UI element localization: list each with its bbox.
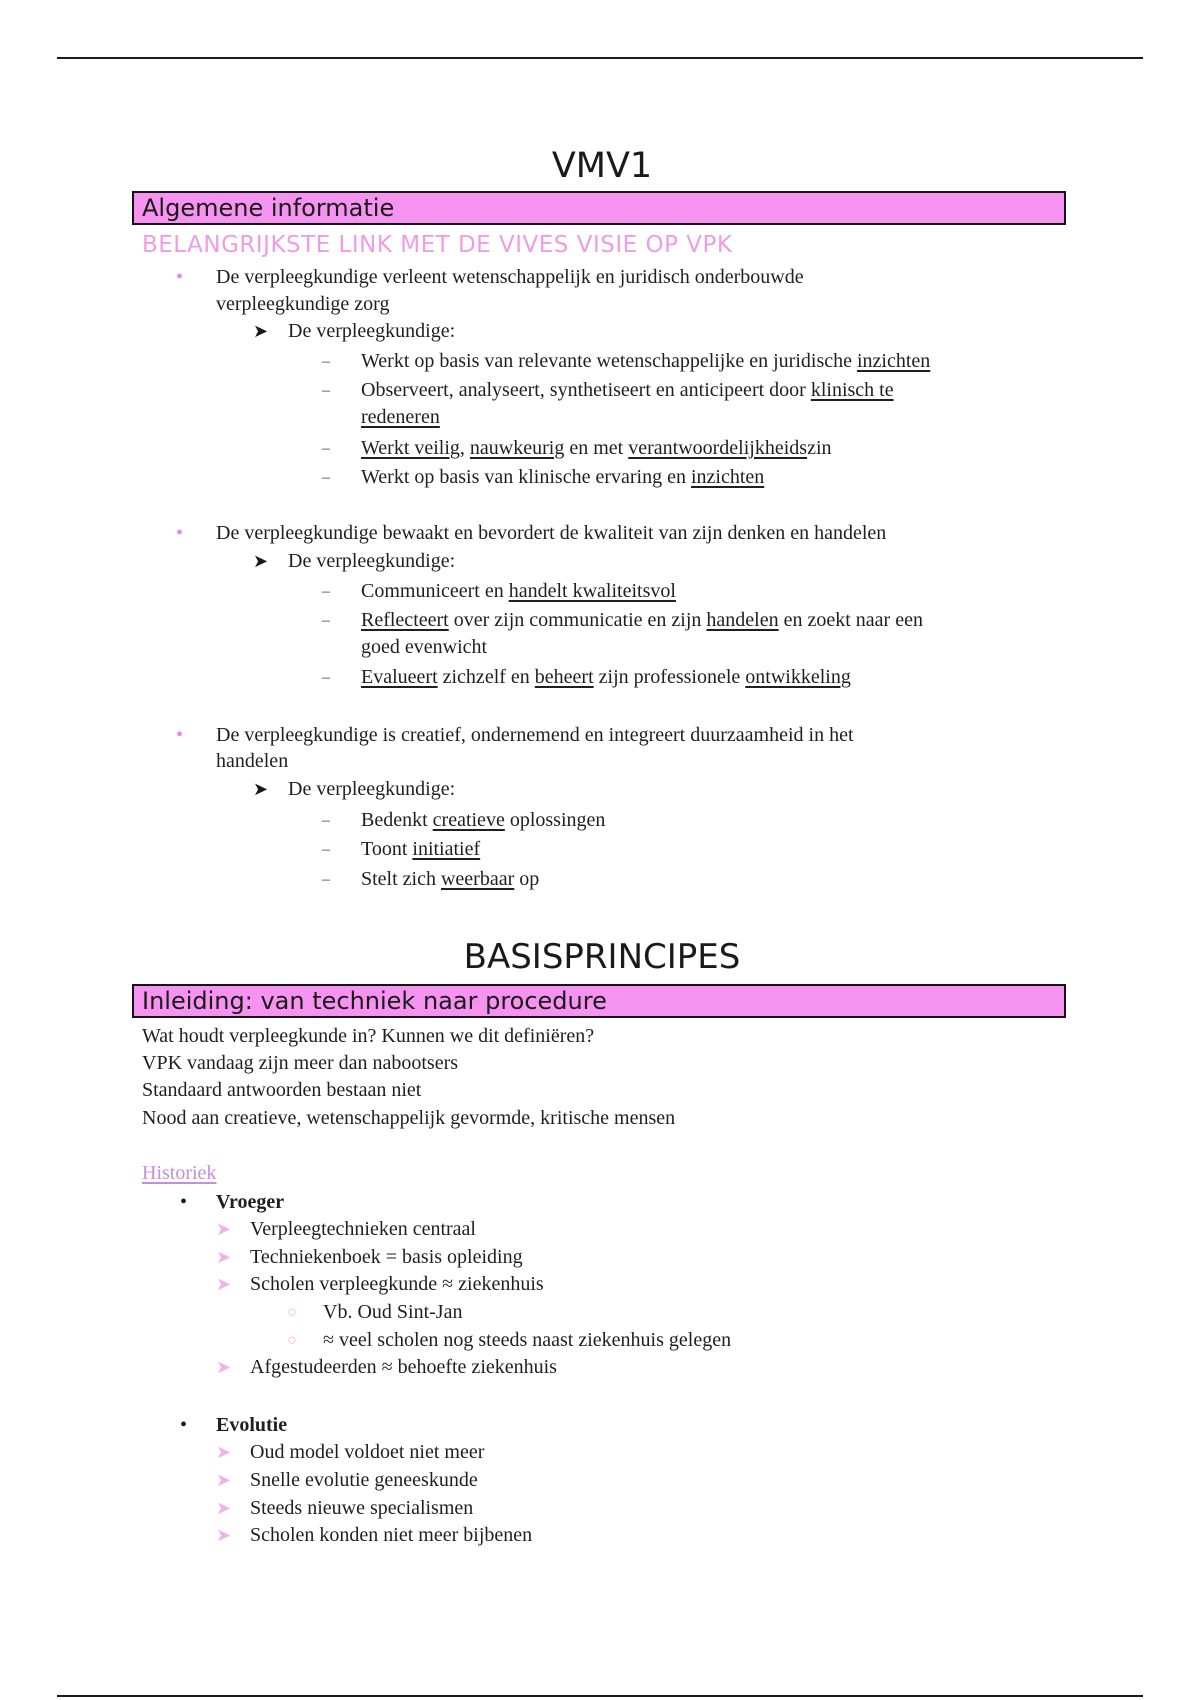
list-item: Werkt op basis van relevante wetenschappelijke en juridische inzichten: [361, 350, 931, 372]
section-heading-inleiding: Inleiding: van techniek naar procedure: [132, 984, 1066, 1018]
list-item: Oud model voldoet niet meer: [250, 1441, 485, 1463]
section-title-basisprincipes: BASISPRINCIPES: [463, 937, 741, 977]
bullet-text: De verpleegkundige bewaakt en bevordert de kwaliteit van zijn denken en handelen: [216, 522, 887, 544]
list-item: Snelle evolutie geneeskunde: [250, 1469, 478, 1491]
historiek-link[interactable]: Historiek: [142, 1162, 217, 1184]
list-item: Stelt zich weerbaar op: [361, 868, 540, 890]
list-item: Scholen konden niet meer bijbenen: [250, 1524, 533, 1546]
dash-bullet-icon: –: [322, 382, 330, 399]
bullet-heading: Evolutie: [216, 1414, 288, 1436]
sub-bullet-text: De verpleegkundige:: [288, 320, 456, 342]
list-item: Verpleegtechnieken centraal: [250, 1218, 476, 1240]
dash-bullet-icon: –: [322, 612, 330, 629]
paragraph-line: Nood aan creatieve, wetenschappelijk gevormde, kritische mensen: [142, 1107, 676, 1129]
document-title: VMV1: [551, 146, 653, 186]
dash-bullet-icon: –: [322, 871, 330, 888]
bullet-heading: Vroeger: [216, 1191, 285, 1213]
list-item: Observeert, analyseert, synthetiseert en anticipeert door klinisch te: [361, 379, 894, 401]
list-subitem: ≈ veel scholen nog steeds naast ziekenhuis gelegen: [323, 1329, 732, 1351]
list-item: Communiceert en handelt kwaliteitsvol: [361, 580, 676, 602]
pink-arrow-icon: ➤: [216, 1498, 232, 1518]
pink-arrow-icon: ➤: [216, 1525, 232, 1545]
pink-bullet-icon: •: [176, 724, 184, 746]
dash-bullet-icon: –: [322, 669, 330, 686]
list-item: Afgestudeerden ≈ behoefte ziekenhuis: [250, 1356, 557, 1378]
sub-bullet-text: De verpleegkundige:: [288, 550, 456, 572]
arrow-bullet-icon: ➤: [253, 779, 269, 799]
paragraph-line: Standaard antwoorden bestaan niet: [142, 1079, 422, 1101]
list-item: Werkt op basis van klinische ervaring en inzichten: [361, 466, 765, 488]
paragraph-line: Wat houdt verpleegkunde in? Kunnen we dit definiëren?: [142, 1025, 595, 1047]
dash-bullet-icon: –: [322, 841, 330, 858]
pink-bullet-icon: •: [176, 522, 184, 544]
list-item: Reflecteert over zijn communicatie en zijn handelen en zoekt naar een: [361, 609, 923, 631]
dash-bullet-icon: –: [322, 583, 330, 600]
subheading-vives-link: BELANGRIJKSTE LINK MET DE VIVES VISIE OP VPK: [142, 232, 733, 258]
pink-arrow-icon: ➤: [216, 1357, 232, 1377]
list-item: Werkt veilig, nauwkeurig en met verantwoordelijkheidszin: [361, 437, 832, 459]
list-item: Toont initiatief: [361, 838, 481, 860]
pink-arrow-icon: ➤: [216, 1470, 232, 1490]
list-item: Steeds nieuwe specialismen: [250, 1497, 474, 1519]
list-item: Bedenkt creatieve oplossingen: [361, 809, 606, 831]
list-item: Evalueert zichzelf en beheert zijn professionele ontwikkeling: [361, 666, 851, 688]
bullet-text: De verpleegkundige is creatief, ondernemend en integreert duurzaamheid in het: [216, 724, 854, 746]
list-item: Scholen verpleegkunde ≈ ziekenhuis: [250, 1273, 544, 1295]
pink-arrow-icon: ➤: [216, 1247, 232, 1267]
arrow-bullet-icon: ➤: [253, 321, 269, 341]
dash-bullet-icon: –: [322, 353, 330, 370]
pink-arrow-icon: ➤: [216, 1274, 232, 1294]
section-heading-algemene-informatie: Algemene informatie: [132, 191, 1066, 225]
arrow-bullet-icon: ➤: [253, 551, 269, 571]
list-item-continued: redeneren: [361, 406, 440, 428]
header-rule: [57, 57, 1143, 59]
pink-arrow-icon: ➤: [216, 1442, 232, 1462]
list-item: Techniekenboek = basis opleiding: [250, 1246, 523, 1268]
circle-bullet-icon: ○: [287, 1332, 297, 1349]
dash-bullet-icon: –: [322, 812, 330, 829]
bullet-text-continued: handelen: [216, 750, 289, 772]
paragraph-line: VPK vandaag zijn meer dan nabootsers: [142, 1052, 459, 1074]
pink-bullet-icon: •: [176, 266, 184, 288]
bullet-text-continued: verpleegkundige zorg: [216, 293, 390, 315]
sub-bullet-text: De verpleegkundige:: [288, 778, 456, 800]
list-subitem: Vb. Oud Sint-Jan: [323, 1301, 463, 1323]
circle-bullet-icon: ○: [287, 1304, 297, 1321]
pink-arrow-icon: ➤: [216, 1219, 232, 1239]
footer-rule: [57, 1695, 1143, 1697]
dash-bullet-icon: –: [322, 469, 330, 486]
dash-bullet-icon: –: [322, 440, 330, 457]
bullet-text: De verpleegkundige verleent wetenschappelijk en juridisch onderbouwde: [216, 266, 804, 288]
black-bullet-icon: •: [180, 1191, 188, 1213]
list-item-continued: goed evenwicht: [361, 636, 488, 658]
black-bullet-icon: •: [180, 1414, 188, 1436]
